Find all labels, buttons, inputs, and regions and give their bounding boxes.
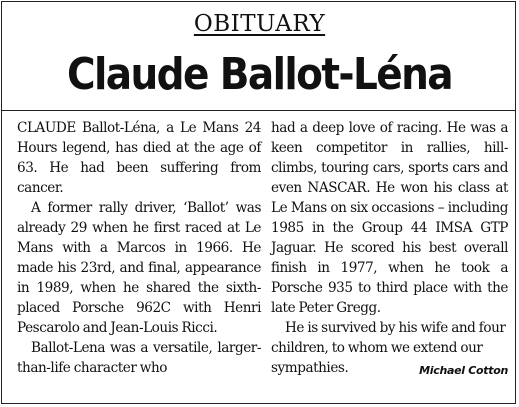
paragraph-family: He is survived by his wife and four children, to whom we extend our sympathies. — [271, 320, 506, 376]
paragraph-career: A former rally driver, ‘Ballot’ was already 29 when he first raced at Le Mans with a Marcos in 1966. He made his 23rd, and final, appearance in 1989, when he shared the sixth-placed Porsche 962C with Henri Pescarolo and Jean-Louis Ricci. — [17, 200, 261, 336]
paragraph-racing: had a deep love of racing. He was a keen competitor in rallies, hill-climbs, touring cars, sports cars and even NASCAR. He won his class at Le Mans on six occasions – including 1985 in the Group 44 IMSA GTP Jaguar. He scored his best overall finish in 1977, when he took a Porsche 935 to third place with the late Peter Gregg. — [271, 120, 508, 316]
byline: Michael Cotton — [419, 364, 508, 377]
headline: Claude Ballot-Léna — [66, 50, 452, 101]
paragraph-intro: CLAUDE Ballot-Léna, a Le Mans 24 Hours legend, has died at the age of 63. He had been suffering from cancer. — [17, 120, 261, 196]
paragraph-character: Ballot-Lena was a versatile, larger-than-life character who — [17, 340, 261, 376]
title-divider — [1, 110, 516, 111]
kicker-text: OBITUARY — [193, 11, 326, 37]
column-left — [17, 118, 261, 378]
column-right — [271, 118, 508, 378]
section-kicker — [0, 10, 519, 38]
